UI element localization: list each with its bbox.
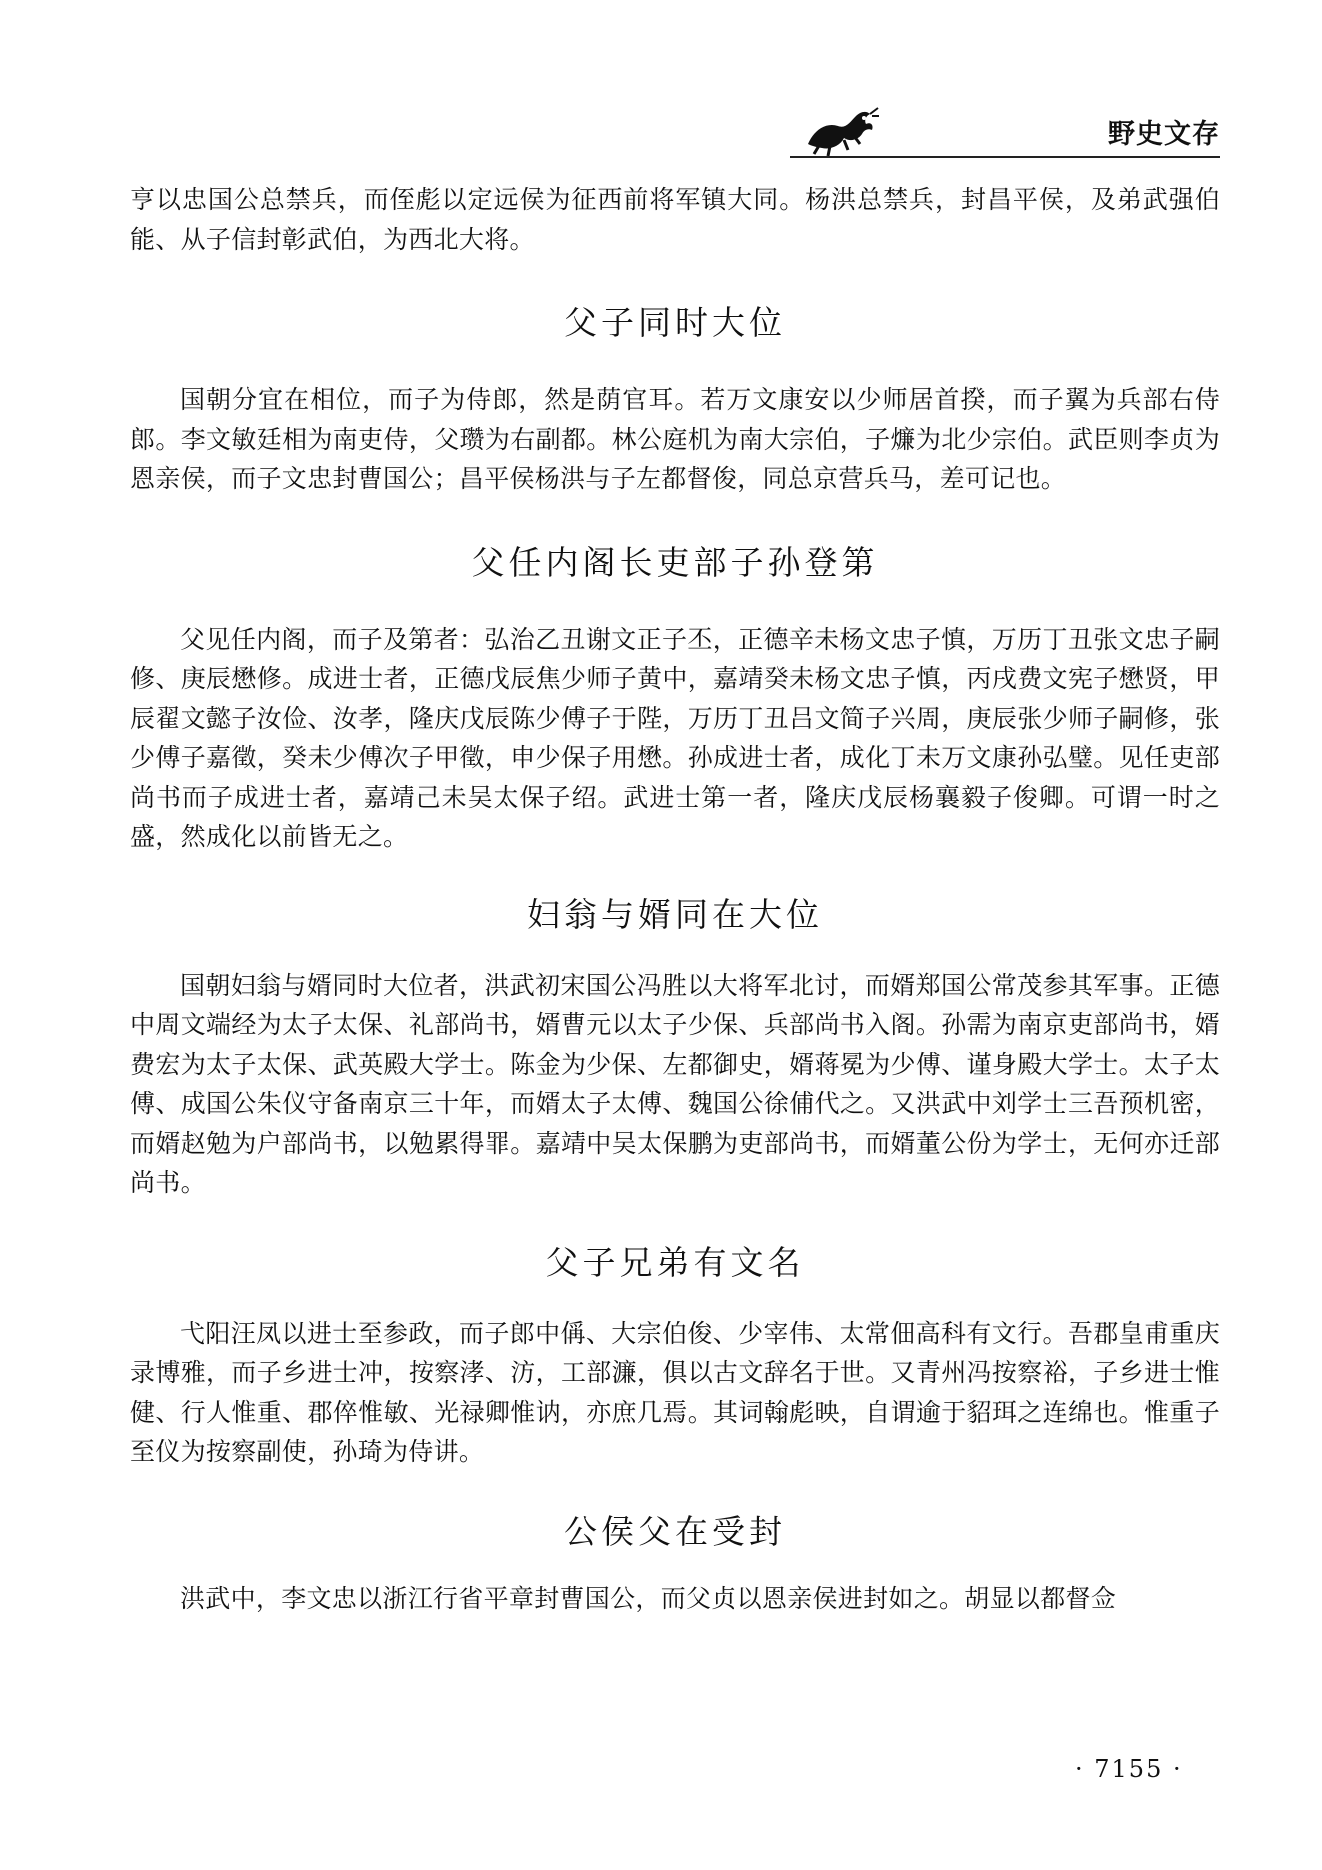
section-3-paragraph: 国朝妇翁与婿同时大位者，洪武初宋国公冯胜以大将军北讨，而婿郑国公常茂参其军事。正德中周文端经为太子太保、礼部尚书，婿曹元以太子少保、兵部尚书入阁。孙需为南京吏部尚书，婿费宏为太子太保、武英殿大学士。陈金为少保、左都御史，婿蒋冕为少傅、谨身殿大学士。太子太傅、成国公朱仪守备南京三十年，而婿太子太傅、魏国公徐俌代之。又洪武中刘学士三吾预机密，而婿赵勉为户部尚书，以勉累得罪。嘉靖中吴太保鹏为吏部尚书，而婿董公份为学士，无何亦迁部尚书。 (130, 970, 1220, 1197)
section-5-paragraph: 洪武中，李文忠以浙江行省平章封曹国公，而父贞以恩亲侯进封如之。胡显以都督佥 (180, 1583, 1117, 1613)
header-rule (790, 156, 1220, 158)
section-4-heading: 父子兄弟有文名 (545, 1242, 805, 1282)
section-4-paragraph: 弋阳汪凤以进士至参政，而子郎中偁、大宗伯俊、少宰伟、太常佃高科有文行。吾郡皇甫重庆录博雅，而子乡进士冲，按察涍、汸，工部濂，俱以古文辞名于世。又青州冯按察裕，子乡进士惟健、行人惟重、郡倅惟敏、光禄卿惟讷，亦庶几焉。其词翰彪映，自谓逾于貂珥之连绵也。惟重子至仪为按察副使，孙琦为侍讲。 (130, 1318, 1220, 1466)
section-1-heading: 父子同时大位 (564, 303, 786, 342)
section-3-heading: 妇翁与婿同在大位 (527, 894, 823, 934)
section-0-paragraph: 亨以忠国公总禁兵，而侄彪以定远侯为征西前将军镇大同。杨洪总禁兵，封昌平侯，及弟武强伯能、从子信封彰武伯，为西北大将。 (130, 185, 1220, 254)
page-content (130, 180, 1220, 1618)
book-title: 野史文存 (1108, 119, 1220, 150)
section-2-heading: 父任内阁长吏部子孙登第 (471, 542, 879, 582)
section-2-paragraph: 父见任内阁，而子及第者：弘治乙丑谢文正子丕，正德辛未杨文忠子慎，万历丁丑张文忠子嗣修、庚辰懋修。成进士者，正德戊辰焦少师子黄中，嘉靖癸未杨文忠子慎，丙戌费文宪子懋贤，甲辰翟文懿子汝俭、汝孝，隆庆戊辰陈少傅子于陛，万历丁丑吕文简子兴周，庚辰张少师子嗣修，张少傅子嘉徵，癸未少傅次子甲徵，申少保子用懋。孙成进士者，成化丁未万文康孙弘璧。见任吏部尚书而子成进士者，嘉靖己未吴太保子绍。武进士第一者，隆庆戊辰杨襄毅子俊卿。可谓一时之盛，然成化以前皆无之。 (130, 624, 1220, 851)
page-number: · 7155 · (1075, 1755, 1183, 1783)
section-5-heading: 公侯父在受封 (564, 1511, 786, 1551)
dragon-logo-icon (800, 100, 880, 160)
running-header (790, 100, 1220, 160)
section-1-paragraph: 国朝分宜在相位，而子为侍郎，然是荫官耳。若万文康安以少师居首揆，而子翼为兵部右侍郎。李文敏廷相为南吏侍，父瓒为右副都。林公庭机为南大宗伯，子燫为北少宗伯。武臣则李贞为恩亲侯，而子文忠封曹国公；昌平侯杨洪与子左都督俊，同总京营兵马，差可记也。 (130, 385, 1220, 493)
